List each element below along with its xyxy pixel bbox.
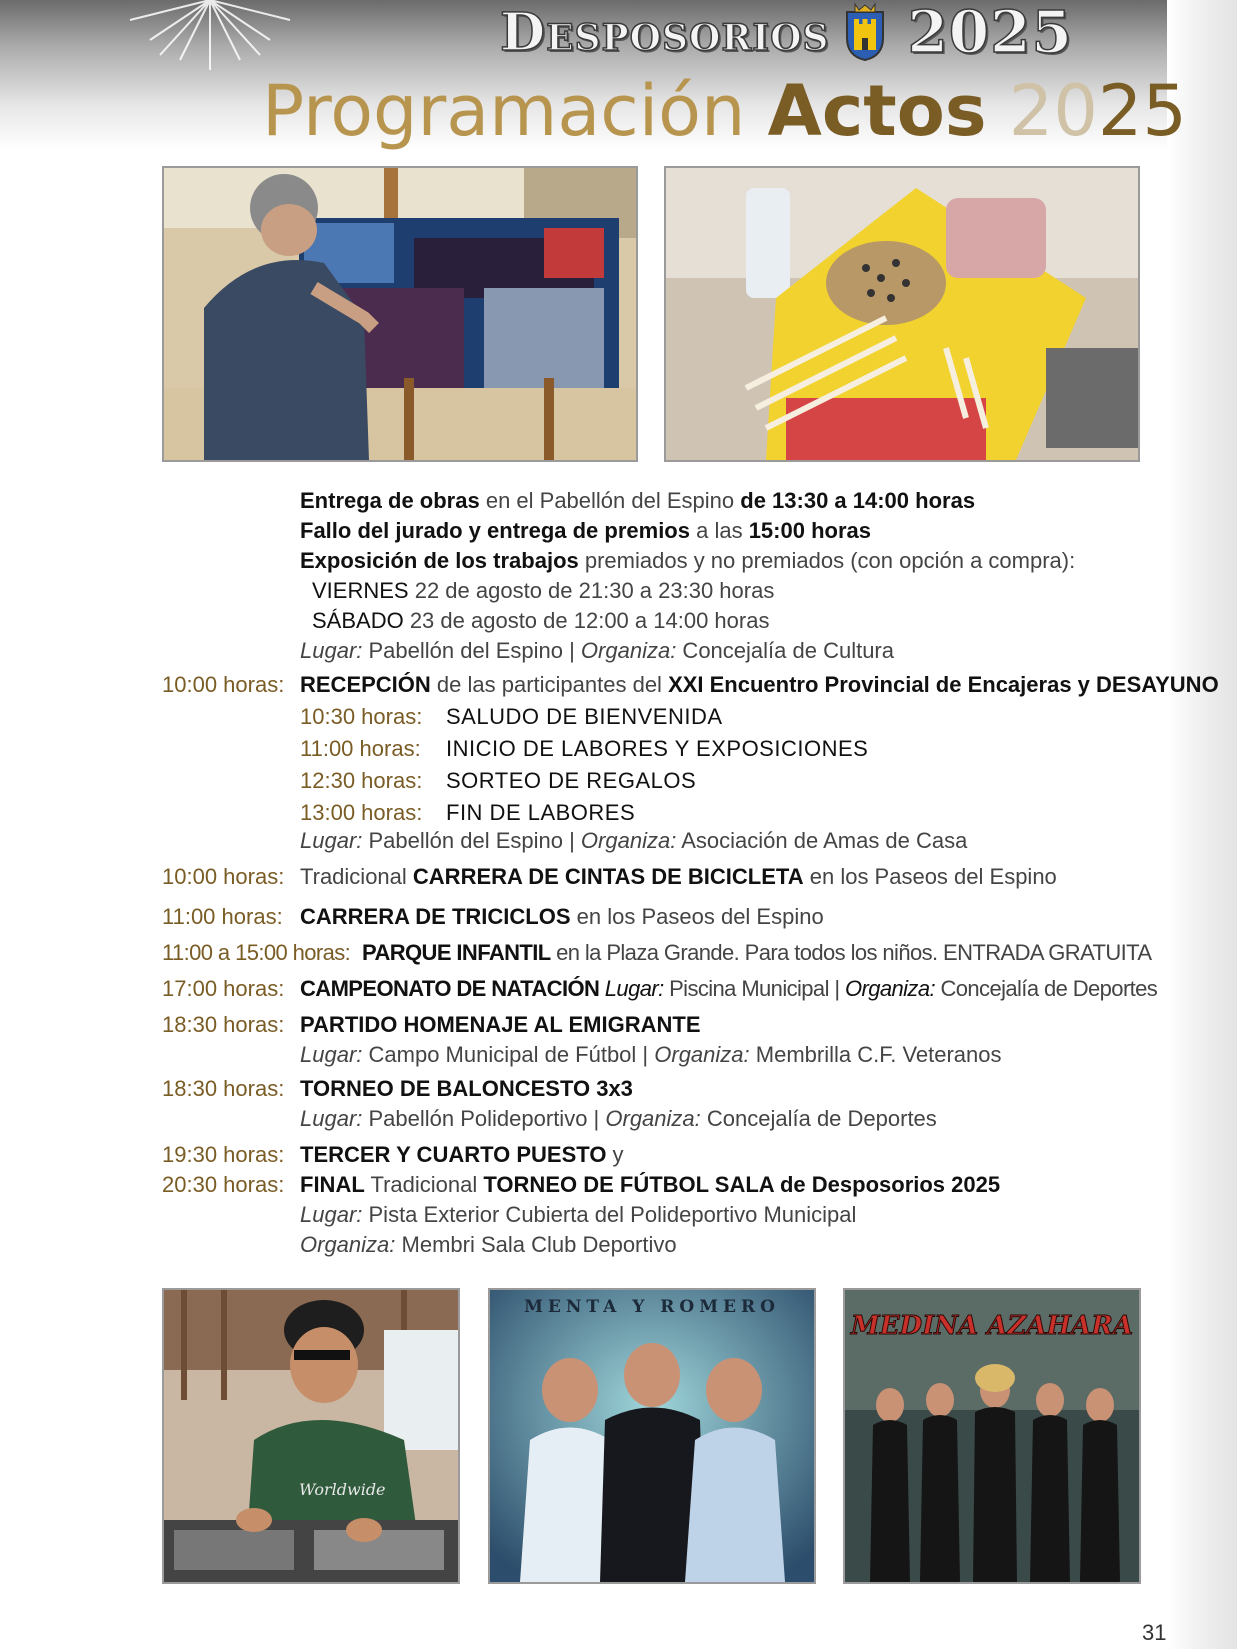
fireworks-decoration [0,0,300,150]
page-side-border [1167,0,1237,1649]
band-name-menta-y-romero: MENTA Y ROMERO [524,1297,780,1317]
page-number: 31 [1142,1620,1167,1645]
painter-photo [162,166,638,462]
menta-y-romero-photo [488,1288,816,1584]
shirt-text: Worldwide [299,1480,386,1499]
brand-year: 2025 [907,0,1073,66]
band-name-medina-azahara: MEDINA AZAHARA [850,1311,1134,1341]
brand-logo [500,0,1080,64]
medina-azahara-photo [843,1288,1141,1584]
page-title: Programación Actos 2025 [262,70,1187,152]
brand-name: Desposorios [500,1,830,63]
lace-making-photo [664,166,1140,462]
coat-of-arms-icon [843,2,887,62]
dj-photo [162,1288,460,1584]
